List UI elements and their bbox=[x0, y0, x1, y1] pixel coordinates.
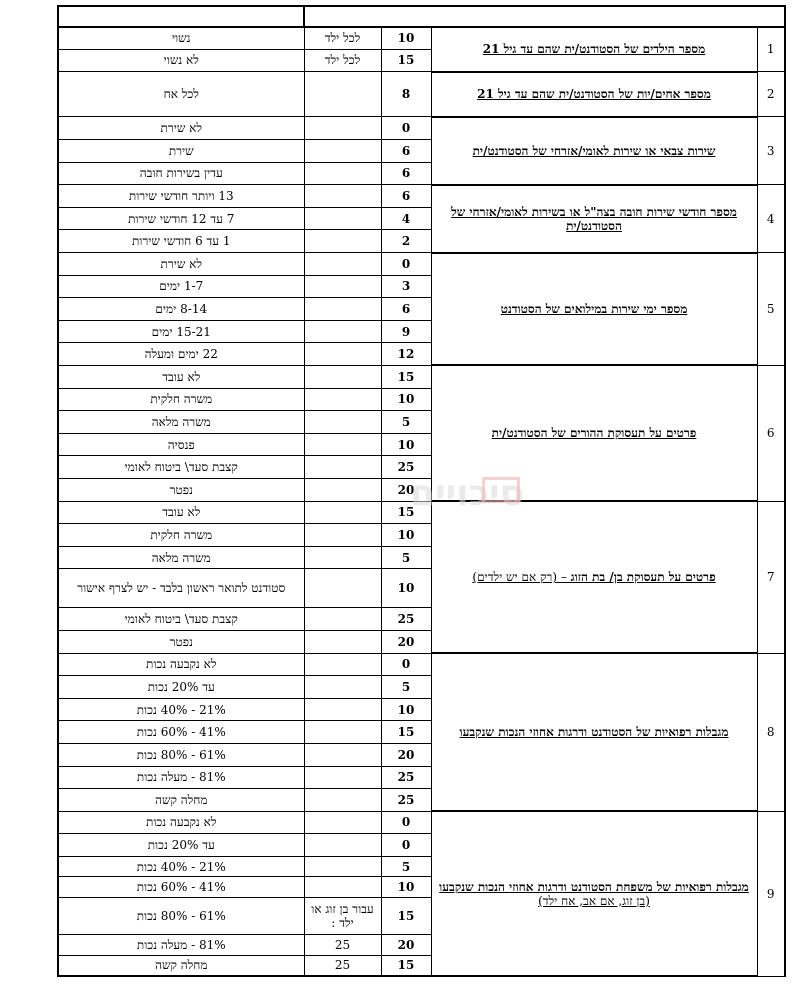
criterion-number: 7 bbox=[757, 501, 785, 653]
points-value: 5 bbox=[381, 676, 431, 699]
option-label: 1 עד 6 חודשי שירות bbox=[58, 230, 304, 253]
points-value: 6 bbox=[381, 140, 431, 163]
points-value: 25 bbox=[381, 789, 431, 812]
points-value: 5 bbox=[381, 411, 431, 434]
option-note bbox=[304, 365, 381, 388]
criterion-title bbox=[431, 117, 757, 185]
points-value: 15 bbox=[381, 897, 431, 934]
option-label: שירת bbox=[58, 140, 304, 163]
criterion-title bbox=[431, 253, 757, 366]
points-value: 10 bbox=[381, 569, 431, 608]
option-note bbox=[304, 676, 381, 699]
option-label: לא עובד bbox=[58, 365, 304, 388]
criterion-title-text: מספר חודשי שירות חובה בצה"ל או בשירות לאומי/אזרחי של הסטודנט/ית bbox=[451, 204, 737, 233]
option-label: משרה חלקית bbox=[58, 524, 304, 547]
table-row bbox=[58, 72, 785, 117]
criterion-note: – (רק אם יש ילדים) bbox=[472, 570, 571, 585]
watermark-logo: סיכויים bbox=[409, 473, 525, 514]
option-note bbox=[304, 834, 381, 857]
option-label: נשוי bbox=[58, 27, 304, 50]
option-label: סטודנט לתואר ראשון בלבד - יש לצרף אישור bbox=[58, 569, 304, 608]
points-value: 25 bbox=[381, 456, 431, 479]
points-value: 10 bbox=[381, 698, 431, 721]
option-label: לכל אח bbox=[58, 72, 304, 117]
option-label: עד 20% נכות bbox=[58, 834, 304, 857]
option-note bbox=[304, 162, 381, 185]
option-label: 21% - 40% נכות bbox=[58, 698, 304, 721]
points-value: 10 bbox=[381, 27, 431, 50]
option-label: לא נשוי bbox=[58, 49, 304, 72]
points-value: 2 bbox=[381, 230, 431, 253]
watermark-box bbox=[482, 477, 520, 503]
table-row bbox=[58, 117, 785, 140]
points-value: 6 bbox=[381, 298, 431, 321]
points-value: 0 bbox=[381, 253, 431, 276]
option-label: 41% - 60% נכות bbox=[58, 877, 304, 898]
criterion-number: 1 bbox=[757, 27, 785, 72]
criterion-title bbox=[431, 72, 757, 117]
option-label: 7 עד 12 חודשי שירות bbox=[58, 207, 304, 230]
option-label: 81% - מעלה נכות bbox=[58, 766, 304, 789]
points-value: 15 bbox=[381, 721, 431, 744]
option-note bbox=[304, 185, 381, 208]
points-value: 10 bbox=[381, 524, 431, 547]
option-note bbox=[304, 230, 381, 253]
table-row bbox=[58, 811, 785, 834]
option-label: מחלה קשה bbox=[58, 789, 304, 812]
table-row bbox=[58, 653, 785, 676]
points-value: 8 bbox=[381, 72, 431, 117]
option-note bbox=[304, 608, 381, 631]
criterion-title-text: פרטים על תעסוקת בן/ בת הזוג bbox=[570, 570, 716, 585]
criterion-title-text: מגבלות רפואיות של משפחת הסטודנט ודרגות אחוזי הנכות שנקבעו bbox=[439, 879, 749, 894]
criterion-note: (בן זוג, אם אב, אח ילד) bbox=[538, 893, 650, 908]
points-value: 0 bbox=[381, 811, 431, 834]
option-note bbox=[304, 698, 381, 721]
score-table-wrapper bbox=[57, 5, 784, 977]
points-value: 20 bbox=[381, 630, 431, 653]
points-value: 10 bbox=[381, 388, 431, 411]
option-note: 25 bbox=[304, 955, 381, 976]
option-note: לכל ילד bbox=[304, 27, 381, 50]
criterion-number: 9 bbox=[757, 811, 785, 976]
criterion-title bbox=[431, 811, 757, 976]
points-value: 20 bbox=[381, 478, 431, 501]
option-note bbox=[304, 253, 381, 276]
option-label: 1-7 ימים bbox=[58, 275, 304, 298]
points-value: 15 bbox=[381, 501, 431, 524]
option-label: 61% - 80% נכות bbox=[58, 897, 304, 934]
option-label: לא שירת bbox=[58, 117, 304, 140]
criterion-title-text: מספר אחים/יות של הסטודנט/ית שהם עד גיל 21 bbox=[477, 87, 711, 102]
criterion-title-text: מספר הילדים של הסטודנט/ית שהם עד גיל 21 bbox=[482, 42, 706, 57]
option-label: 15-21 ימים bbox=[58, 320, 304, 343]
table-row bbox=[58, 365, 785, 388]
option-note: עבור בן זוג או ילד : bbox=[304, 897, 381, 934]
criterion-title-text: פרטים על תעסוקת ההורים של הסטודנט/ית bbox=[491, 426, 697, 441]
option-label: 8-14 ימים bbox=[58, 298, 304, 321]
option-note bbox=[304, 275, 381, 298]
points-value: 5 bbox=[381, 856, 431, 877]
points-value: 25 bbox=[381, 766, 431, 789]
option-note bbox=[304, 524, 381, 547]
option-note bbox=[304, 630, 381, 653]
option-label: משרה מלאה bbox=[58, 546, 304, 569]
table-row bbox=[58, 185, 785, 208]
option-label: 61% - 80% נכות bbox=[58, 743, 304, 766]
points-value: 15 bbox=[381, 955, 431, 976]
points-value: 6 bbox=[381, 185, 431, 208]
option-note bbox=[304, 433, 381, 456]
option-note bbox=[304, 411, 381, 434]
points-value: 9 bbox=[381, 320, 431, 343]
option-note bbox=[304, 343, 381, 366]
points-value: 3 bbox=[381, 275, 431, 298]
points-value: 0 bbox=[381, 834, 431, 857]
option-label: 21% - 40% נכות bbox=[58, 856, 304, 877]
option-label: עדין בשירות חובה bbox=[58, 162, 304, 185]
option-label: עד 20% נכות bbox=[58, 676, 304, 699]
header-cell-left bbox=[58, 6, 304, 27]
option-note bbox=[304, 653, 381, 676]
option-note bbox=[304, 140, 381, 163]
option-label: מחלה קשה bbox=[58, 955, 304, 976]
option-note bbox=[304, 766, 381, 789]
option-note bbox=[304, 877, 381, 898]
option-label: לא נקבעה נכות bbox=[58, 811, 304, 834]
option-label: 41% - 60% נכות bbox=[58, 721, 304, 744]
option-label: לא עובד bbox=[58, 501, 304, 524]
points-value: 5 bbox=[381, 546, 431, 569]
criterion-number: 6 bbox=[757, 365, 785, 501]
option-note bbox=[304, 72, 381, 117]
option-note bbox=[304, 207, 381, 230]
option-note bbox=[304, 721, 381, 744]
option-note: 25 bbox=[304, 934, 381, 955]
points-value: 20 bbox=[381, 743, 431, 766]
criterion-number: 8 bbox=[757, 653, 785, 811]
criterion-title-text: מספר ימי שירות במילואים של הסטודנט bbox=[500, 301, 688, 316]
option-note bbox=[304, 117, 381, 140]
option-label: נפטר bbox=[58, 630, 304, 653]
criterion-title bbox=[431, 185, 757, 253]
option-label: 81% - מעלה נכות bbox=[58, 934, 304, 955]
option-label: נפטר bbox=[58, 478, 304, 501]
points-value: 4 bbox=[381, 207, 431, 230]
option-label: 13 ויותר חודשי שירות bbox=[58, 185, 304, 208]
criterion-title bbox=[431, 501, 757, 653]
option-note bbox=[304, 546, 381, 569]
option-note bbox=[304, 743, 381, 766]
option-note bbox=[304, 569, 381, 608]
option-note bbox=[304, 298, 381, 321]
table-row bbox=[58, 27, 785, 50]
points-value: 0 bbox=[381, 117, 431, 140]
option-label: פנסיה bbox=[58, 433, 304, 456]
points-value: 6 bbox=[381, 162, 431, 185]
option-label: משרה חלקית bbox=[58, 388, 304, 411]
option-note bbox=[304, 789, 381, 812]
points-value: 15 bbox=[381, 365, 431, 388]
criterion-title bbox=[431, 653, 757, 811]
points-value: 10 bbox=[381, 433, 431, 456]
option-note bbox=[304, 811, 381, 834]
table-row bbox=[58, 253, 785, 276]
criterion-number: 3 bbox=[757, 117, 785, 185]
option-label: קצבת סעד\ ביטוח לאומי bbox=[58, 608, 304, 631]
criterion-title bbox=[431, 27, 757, 72]
option-note bbox=[304, 856, 381, 877]
option-label: משרה מלאה bbox=[58, 411, 304, 434]
points-value: 15 bbox=[381, 49, 431, 72]
criterion-title-text: שירות צבאי או שירות לאומי/אזרחי של הסטודנט/ית bbox=[472, 143, 716, 158]
criterion-number: 4 bbox=[757, 185, 785, 253]
criterion-title-text: מגבלות רפואיות של הסטודנט ודרגות אחוזי הנכות שנקבעו bbox=[459, 725, 729, 740]
criterion-number: 2 bbox=[757, 72, 785, 117]
option-note bbox=[304, 320, 381, 343]
points-value: 20 bbox=[381, 934, 431, 955]
option-label: 22 ימים ומעלה bbox=[58, 343, 304, 366]
option-label: לא נקבעה נכות bbox=[58, 653, 304, 676]
points-value: 12 bbox=[381, 343, 431, 366]
header-row bbox=[58, 6, 785, 27]
header-cell-right bbox=[304, 6, 785, 27]
option-label: קצבת סעד\ ביטוח לאומי bbox=[58, 456, 304, 479]
option-note bbox=[304, 388, 381, 411]
option-label: לא שירת bbox=[58, 253, 304, 276]
points-value: 0 bbox=[381, 653, 431, 676]
criterion-number: 5 bbox=[757, 253, 785, 366]
option-note: לכל ילד bbox=[304, 49, 381, 72]
points-value: 10 bbox=[381, 877, 431, 898]
points-value: 25 bbox=[381, 608, 431, 631]
